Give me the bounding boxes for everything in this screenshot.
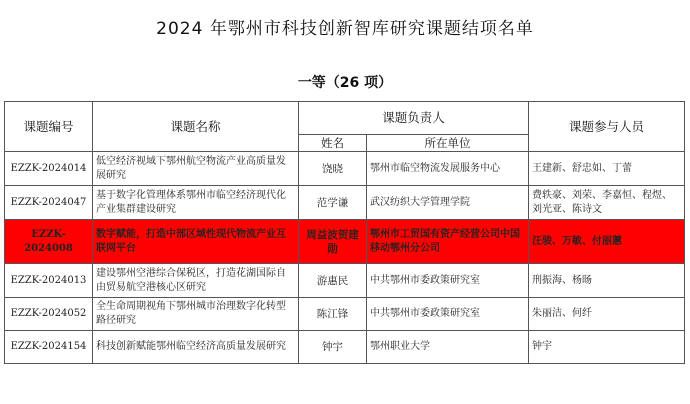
row-leader-unit: 武汉纺织大学管理学院 [367,186,529,220]
header-code: 课题编号 [5,102,93,152]
table-row [5,298,685,331]
document-title: 2024 年鄂州市科技创新智库研究课题结项名单 [156,19,534,39]
table-row [5,186,685,220]
header-leader-name: 姓名 [299,135,367,152]
row-code: EZZK-2024013 [5,264,93,298]
row-code: EZZK-2024014 [5,152,93,186]
row-topic-name: 全生命周期视角下鄂州城市治理数字化转型路径研究 [93,298,299,331]
row-topic-name: 科技创新赋能鄂州临空经济高质量发展研究 [93,331,299,364]
row-leader-name: 饶晓 [299,152,367,186]
row-code: EZZK-2024052 [5,298,93,331]
table-row [5,152,685,186]
row-members: 费轶豪、刘荣、李嘉恒、程煜、刘光亚、陈诗文 [529,186,685,220]
row-leader-unit: 中共鄂州市委政策研究室 [367,264,529,298]
header-name: 课题名称 [93,102,299,152]
row-leader-name: 陈江锋 [299,298,367,331]
row-leader-name: 钟宇 [299,331,367,364]
row-topic-name: 低空经济视域下鄂州航空物流产业高质量发展研究 [93,152,299,186]
row-leader-unit: 中共鄂州市委政策研究室 [367,298,529,331]
header-leader-unit: 所在单位 [367,135,529,152]
table-row [5,220,685,264]
row-code: EZZK-2024047 [5,186,93,220]
row-leader-name: 游惠民 [299,264,367,298]
row-leader-unit: 鄂州职业大学 [367,331,529,364]
row-code: EZZK-2024008 [5,220,93,264]
row-members: 刑振海、杨旸 [529,264,685,298]
row-leader-name: 周益波贺建勋 [299,220,367,264]
table-row [5,331,685,364]
row-members: 王建新、舒忠如、丁蕾 [529,152,685,186]
row-code: EZZK-2024154 [5,331,93,364]
header-leader-group: 课题负责人 [299,102,529,135]
row-leader-unit: 鄂州市临空物流发展服务中心 [367,152,529,186]
row-members: 汪骏、万敏、付丽蕙 [529,220,685,264]
row-topic-name: 基于数字化管理体系鄂州市临空经济现代化产业集群建设研究 [93,186,299,220]
row-members: 朱丽洁、何纤 [529,298,685,331]
row-leader-unit: 鄂州市工贸国有资产经营公司中国移动鄂州分公司 [367,220,529,264]
header-members: 课题参与人员 [529,102,685,152]
section-subtitle: 一等（26 项） [297,75,393,91]
results-table [4,101,685,364]
row-members: 钟宇 [529,331,685,364]
row-leader-name: 范学谦 [299,186,367,220]
row-topic-name: 建设鄂州空港综合保税区，打造花湖国际自由贸易航空港核心区研究 [93,264,299,298]
table-body [5,152,685,364]
row-topic-name: 数字赋能，打造中部区域性现代物流产业互联网平台 [93,220,299,264]
table-row [5,264,685,298]
